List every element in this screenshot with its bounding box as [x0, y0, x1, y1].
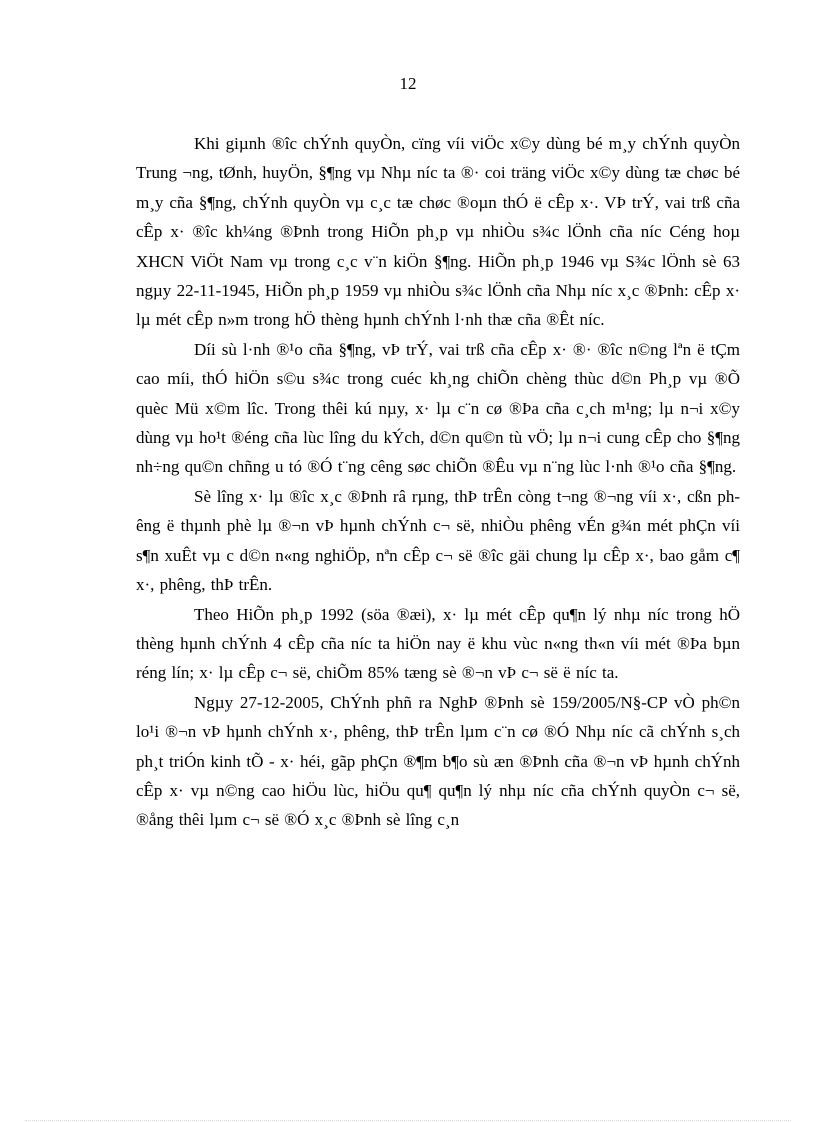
page-bottom-border: [25, 1120, 791, 1121]
paragraph-1: Khi giµnh ®îc chÝnh quyÒn, cïng víi viÖc x©y dùng bé m¸y chÝnh quyÒn Trung ¬ng, tØnh, huyÖn, §¶ng vµ Nhµ níc ta ®· coi träng viÖc x©y dùng tæ chøc bé m¸y cña §¶ng, chÝnh quyÒn vµ c¸c tæ chøc ®oµn thÓ ë cÊp x·. VÞ trÝ, vai trß cña cÊp x· ®îc kh¼ng ®Þnh trong HiÕn ph¸p vµ nhiÒu s¾c lÖnh cña níc Céng hoµ XHCN ViÖt Nam vµ trong c¸c v¨n kiÖn §¶ng. HiÕn ph¸p 1946 vµ S¾c lÖnh sè 63 ngµy 22-11-1945, HiÕn ph¸p 1959 vµ nhiÒu s¾c lÖnh cña Nhµ níc x¸c ®Þnh: cÊp x· lµ mét cÊp n»m trong hÖ thèng hµnh chÝnh l·nh thæ cña ®Êt níc.: [136, 134, 740, 330]
document-body: [136, 129, 740, 835]
paragraph-3: Sè lîng x· lµ ®îc x¸c ®Þnh râ rµng, thÞ trÊn còng t¬ng ®¬ng víi x·, cßn phêng ë thµnh phè lµ ®¬n vÞ hµnh chÝnh c¬ së, nhiÒu phêng vÉn g¾n mét phÇn víi s¶n xuÊt vµ c d©n n«ng nghiÖp, nªn cÊp c¬ së ®îc gäi chung lµ cÊp x·, bao gåm c¶ x·, phêng, thÞ trÊn.: [136, 486, 740, 595]
paragraph-5: Ngµy 27-12-2005, ChÝnh phñ ra NghÞ ®Þnh sè 159/2005/N§-CP vÒ ph©n lo¹i ®¬n vÞ hµnh chÝnh x·, phêng, thÞ trÊn lµm c¨n cø ®Ó Nhµ níc cã chÝnh s¸ch ph¸t triÓn kinh tÕ - x· héi, gãp phÇn ®¶m b¶o sù æn ®Þnh cña ®¬n vÞ hµnh chÝnh cÊp x· vµ n©ng cao hiÖu lùc, hiÖu qu¶ qu¶n lý nhµ níc cña chÝnh quyÒn c¬ së, ®ång thêi lµm c¬ së ®Ó x¸c ®Þnh sè lîng c¸n: [136, 692, 740, 830]
paragraph-2: Díi sù l·nh ®¹o cña §¶ng, vÞ trÝ, vai trß cña cÊp x· ®· ®îc n©ng lªn ë tÇm cao míi, thÓ hiÖn s©u s¾c trong cuéc kh¸ng chiÕn chèng thùc d©n Ph¸p vµ ®Õ quèc Mü x©m lîc. Trong thêi kú nµy, x· lµ c¨n cø ®Þa cña c¸ch m¹ng; lµ n¬i x©y dùng vµ ho¹t ®éng cña lùc lîng du kÝch, d©n qu©n tù vÖ; lµ n¬i cung cÊp cho §¶ng nh÷ng qu©n chñng u tó ®Ó t¨ng cêng søc chiÕn ®Êu vµ n¨ng lùc l·nh ®¹o cña §¶ng.: [136, 339, 740, 477]
paragraph-4: Theo HiÕn ph¸p 1992 (söa ®æi), x· lµ mét cÊp qu¶n lý nhµ níc trong hÖ thèng hµnh chÝnh 4 cÊp cña níc ta hiÖn nay ë khu vùc n«ng th«n víi mét ®Þa bµn réng lín; x· lµ cÊp c¬ së, chiÕm 85% tæng sè ®¬n vÞ c¬ së ë níc ta.: [136, 604, 740, 683]
page-number: 12: [399, 74, 417, 93]
